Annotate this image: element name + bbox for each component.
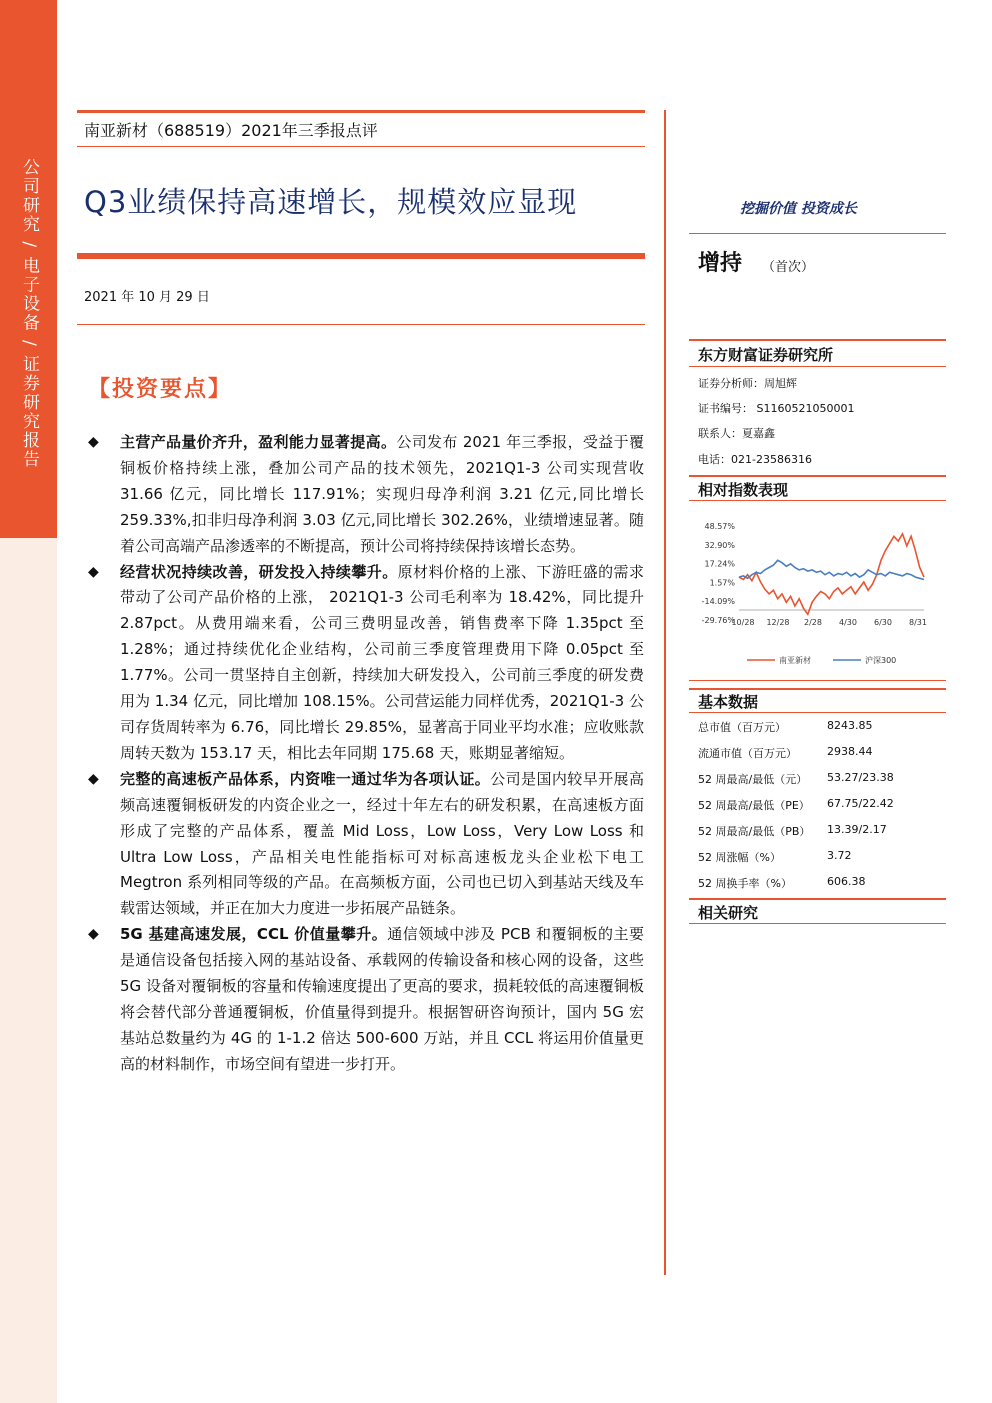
chart-bottom-rule xyxy=(689,680,946,681)
certificate: 证书编号： S1160521050001 xyxy=(698,402,855,415)
basic-section-title: 基本数据 xyxy=(698,693,759,711)
basic-value: 67.75/22.42 xyxy=(827,797,894,810)
basic-label: 52 周最高/最低（元） xyxy=(698,773,808,786)
chart-section-title: 相对指数表现 xyxy=(698,481,789,499)
x-tick-label: 6/30 xyxy=(874,618,892,627)
legend-label: 沪深300 xyxy=(865,656,897,665)
date-rule xyxy=(77,324,645,325)
y-tick-label: -29.76% xyxy=(701,616,735,625)
x-tick-label: 4/30 xyxy=(839,618,857,627)
header-rule xyxy=(77,110,645,113)
list-item xyxy=(88,430,644,560)
diamond-bullet-icon: ◆ xyxy=(88,770,99,787)
bullet-lead: 完整的高速板产品体系，内资唯一通过华为各项认证。 xyxy=(120,769,491,788)
diamond-bullet-icon: ◆ xyxy=(88,563,99,580)
bullet-lead: 主营产品量价齐升，盈利能力显著提高。 xyxy=(120,433,397,451)
list-item xyxy=(88,922,644,1077)
basic-label: 总市值（百万元） xyxy=(698,721,786,734)
contact: 联系人：夏嘉鑫 xyxy=(698,427,775,440)
basic-value: 606.38 xyxy=(827,875,866,888)
sidebar-category: 公司研究 / 电子设备 / 证券研究报告 xyxy=(19,158,39,470)
diamond-bullet-icon: ◆ xyxy=(88,434,99,450)
title-rule xyxy=(77,253,645,259)
institute-rule xyxy=(689,339,946,341)
basic-underline xyxy=(689,712,946,713)
y-tick-label: 32.90% xyxy=(704,540,735,550)
list-item xyxy=(88,767,644,922)
series-line xyxy=(739,560,924,579)
basic-rule xyxy=(689,688,946,690)
institute-underline xyxy=(689,366,946,367)
basic-label: 流通市值（百万元） xyxy=(698,747,797,760)
subtitle-rule xyxy=(77,146,645,147)
institute-name: 东方财富证券研究所 xyxy=(698,346,834,364)
basic-label: 52 周涨幅（%） xyxy=(698,851,781,864)
legend-label: 南亚新材 xyxy=(779,656,811,665)
column-divider xyxy=(664,110,666,1275)
x-tick-label: 10/28 xyxy=(731,618,755,627)
bullet-list xyxy=(88,430,644,1078)
bullet-lead: 经营状况持续改善，研发投入持续攀升。 xyxy=(120,562,398,581)
bullet-text: 通信领域中涉及 PCB 和覆铜板的主要是通信设备包括接入网的基站设备、承载网的传输设备和核心网的设备，这些 5G 设备对覆铜板的容量和传输速度提出了更高的要求，损耗较低的高速覆铜板将会替代部分普通覆铜板，价值量得到提升。根据智研咨询预计，国内 5G 宏基站总数量约为 4G 的 1-1.2 倍达 500-600 万站，并且 CCL 将运用价值量更高的材料制作，市场空间有望进一步打开。 xyxy=(120,925,644,1073)
basic-label: 52 周最高/最低（PE） xyxy=(698,799,810,812)
slogan: 挖掘价值 投资成长 xyxy=(740,201,857,217)
basic-value: 3.72 xyxy=(827,849,852,862)
related-rule xyxy=(689,898,946,900)
x-tick-label: 2/28 xyxy=(804,618,822,627)
bullet-text: 公司是国内较早开展高频高速覆铜板研发的内资企业之一，经过十年左右的研发积累，在高速板方面形成了完整的产品体系，覆盖 Mid Loss，Low Loss，Very Low Loss 和 Ultra Low Loss，产品相关电性能指标可对标高速板龙头企业松下电工 Megtron 系列相同等级的产品。在高频板方面，公司也已切入到基站天线及车载雷达领域，并正在加大力度进一步拓展产品链条。 xyxy=(120,769,644,918)
basic-value: 8243.85 xyxy=(827,719,873,732)
section-title: 【投资要点】 xyxy=(88,377,233,402)
report-subtitle: 南亚新材（688519）2021年三季报点评 xyxy=(84,121,378,140)
x-tick-label: 8/31 xyxy=(909,618,927,627)
rating-label: 增持 xyxy=(698,251,743,276)
basic-label: 52 周最高/最低（PB） xyxy=(698,825,811,838)
bullet-lead: 5G 基建高速发展，CCL 价值量攀升。 xyxy=(120,925,388,944)
list-item xyxy=(88,560,644,767)
related-underline xyxy=(689,923,946,924)
report-title: Q3业绩保持高速增长，规模效应显现 xyxy=(84,185,578,219)
y-tick-label: 48.57% xyxy=(704,522,735,531)
basic-value: 13.39/2.17 xyxy=(827,823,887,836)
y-tick-label: 1.57% xyxy=(709,578,735,588)
x-tick-label: 12/28 xyxy=(766,618,790,627)
relative-index-chart xyxy=(689,514,946,674)
phone: 电话：021-23586316 xyxy=(698,453,812,466)
rating-rule xyxy=(689,233,946,234)
basic-value: 2938.44 xyxy=(827,745,873,758)
analyst: 证券分析师：周旭辉 xyxy=(698,377,797,390)
chart-rule xyxy=(689,475,946,477)
diamond-bullet-icon: ◆ xyxy=(88,926,99,943)
sidebar xyxy=(0,0,57,1403)
bullet-text: 原材料价格的上涨、下游旺盛的需求带动了公司产品价格的上涨， 2021Q1-3 公司毛利率为 18.42%，同比提升 2.87pct。从费用端来看，公司三费明显改善，销售费率下降 1.35pct 至 1.28%；通过持续优化企业结构，公司前三季度管理费用下降 0.05pct 至 1.77%。公司一贯坚持自主创新，持续加大研发投入，公司前三季度的研发费用为 1.34 亿元，同比增加 108.15%。公司营运能力同样优秀，2021Q1-3 公司存货周转率为 6.76，同比增长 29.85%，显著高于同业平均水准；应收账款周转天数为 153.17 天，相比去年同期 175.68 天，账期显著缩短。 xyxy=(120,562,644,762)
basic-label: 52 周换手率（%） xyxy=(698,877,792,890)
related-section-title: 相关研究 xyxy=(698,904,759,922)
report-date: 2021 年 10 月 29 日 xyxy=(84,290,210,305)
basic-value: 53.27/23.38 xyxy=(827,771,894,784)
bullet-text: 公司发布 2021 年三季报，受益于覆铜板价格持续上涨，叠加公司产品的技术领先，2021Q1-3 公司实现营收 31.66 亿元，同比增长 117.91%；实现归母净利润 3.21 亿元,同比增长 259.33%,扣非归母净利润 3.03 亿元,同比增长 302.26%，业绩增速显著。随着公司高端产品渗透率的不断提高，预计公司将持续保持该增长态势。 xyxy=(120,433,644,555)
rating-note: （首次） xyxy=(762,260,815,275)
chart-underline xyxy=(689,500,946,501)
y-tick-label: 17.24% xyxy=(704,559,735,569)
y-tick-label: -14.09% xyxy=(701,597,735,607)
